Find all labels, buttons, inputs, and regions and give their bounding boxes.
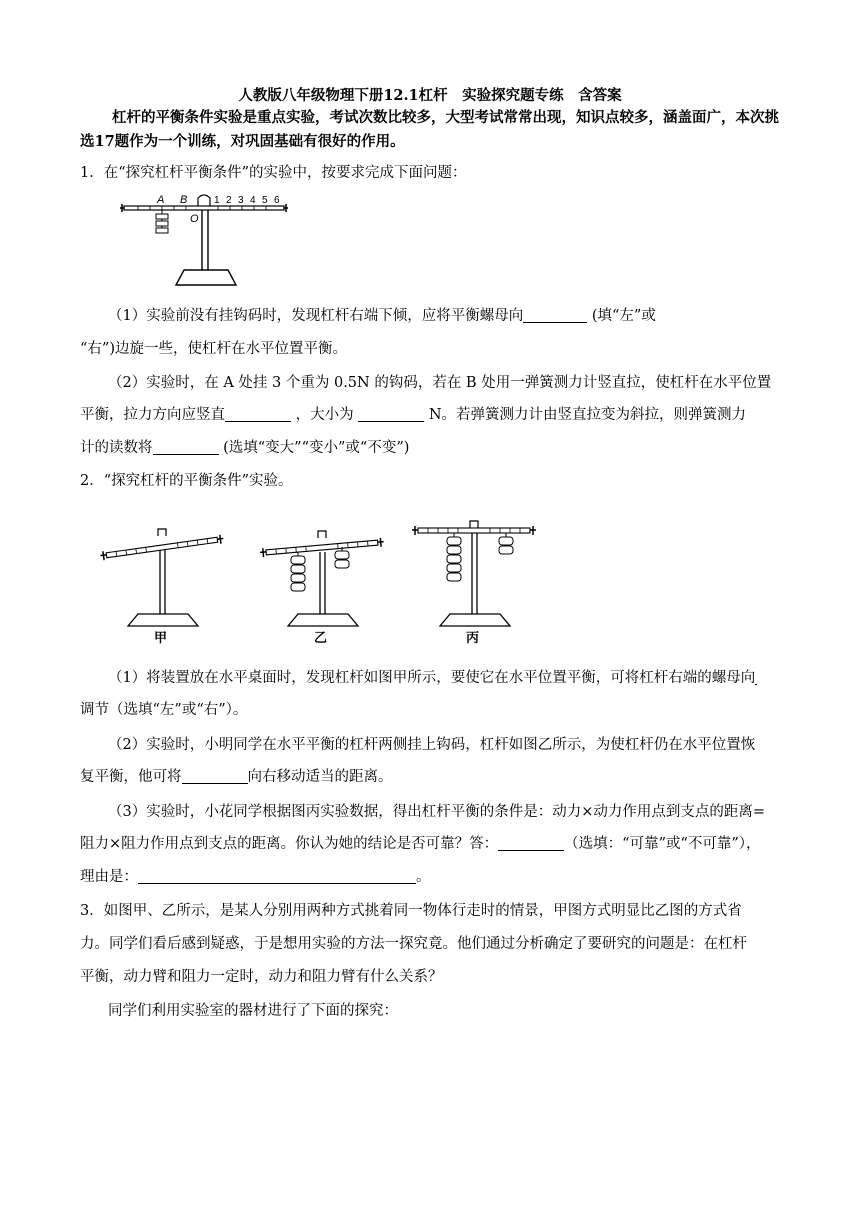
q1-part2-text-c1: 计的读数将 — [80, 440, 153, 456]
q2-part3-text-a: （3）实验时，小花同学根据图丙实验数据，得出杠杆平衡的条件是：动力×动力作用点到支点的距离= — [108, 804, 766, 820]
q1-lever-figure — [118, 190, 288, 290]
q1-scale-5: 5 — [262, 195, 268, 206]
q1-label-o: O — [190, 213, 199, 225]
q1-part2-text-b3: N。若弹簧测力计由竖直拉变为斜拉，则弹簧测力 — [428, 407, 747, 423]
q1-part2-blank-reading[interactable] — [153, 438, 219, 455]
q2-part1-line1 — [108, 667, 780, 689]
q3-part1: 同学们利用实验室的器材进行了下面的探究： — [108, 1003, 398, 1019]
q3-stem-a: 3．如图甲、乙所示，是某人分别用两种方式挑着同一物体行走时的情景，甲图方式明显比乙图的方式省 — [80, 903, 742, 919]
q2-lever-figures — [98, 514, 550, 644]
figure-yi — [260, 531, 384, 644]
intro-paragraph: 杠杆的平衡条件实验是重点实验，考试次数比较多，大型考试常常出现，知识点较多，涵盖面广，本次挑选17题作为一个训练，对巩固基础有很好的作用。 — [80, 109, 779, 150]
figure-jia — [100, 529, 224, 644]
q1-stem: 1．在“探究杠杆平衡条件”的实验中，按要求完成下面问题： — [80, 165, 467, 181]
q2-stem: 2．“探究杠杆的平衡条件”实验。 — [80, 473, 293, 489]
q2-part2-text-a: （2）实验时，小明同学在水平平衡的杠杆两侧挂上钩码，杠杆如图乙所示，为使杠杆仍在水平位置恢 — [108, 737, 756, 753]
q2-part3-line2 — [80, 833, 780, 855]
q1-scale-2: 2 — [226, 195, 232, 206]
q1-scale-4: 4 — [250, 195, 256, 206]
q1-part1-text-a: （1）实验前没有挂钩码时，发现杠杆右端下倾，应将平衡螺母向 — [108, 308, 524, 324]
q2-part3-text-c2: 。 — [416, 869, 431, 885]
q3-stem-c: 平衡，动力臂和阻力一定时，动力和阻力臂有什么关系？ — [80, 969, 443, 985]
q3-stem-b: 力。同学们看后感到疑惑，于是想用实验的方法一探究竟。他们通过分析确定了要研究的问题是：在杠杆 — [80, 936, 747, 952]
q2-part3-blank-reliable[interactable] — [498, 834, 564, 851]
q1-part2-line3 — [80, 437, 780, 459]
q2-part3-blank-reason[interactable] — [138, 867, 416, 884]
q1-scale-3: 3 — [238, 195, 244, 206]
q2-part2-text-b1: 复平衡，他可将 — [80, 769, 182, 785]
q1-label-b: B — [180, 194, 188, 206]
q2-part1-text-a: （1）将装置放在水平桌面时，发现杠杆如图甲所示，要使它在水平位置平衡，可将杠杆右端的螺母向 — [108, 670, 756, 686]
label-bing: 丙 — [466, 630, 480, 644]
q1-part2-text-b1: 平衡，拉力方向应竖直 — [80, 407, 225, 423]
q1-part1-blank[interactable] — [523, 306, 587, 323]
q1-part1-text-b: (填“左”或 — [591, 308, 656, 324]
q1-label-a: A — [157, 194, 165, 206]
q2-part3-text-b1: 阻力×阻力作用点到支点的距离。你认为她的结论是否可靠？答： — [80, 836, 499, 852]
q2-part2-line2 — [80, 766, 780, 788]
q2-part2-text-b2: 向右移动适当的距离。 — [247, 769, 393, 785]
document-title: 人教版八年级物理下册12.1杠杆 实验探究题专练 含答案 — [238, 87, 622, 104]
q1-part2-line2 — [80, 404, 780, 426]
q1-part1-line1 — [108, 305, 780, 327]
q1-part1-text-c: “右”)边旋一些，使杠杆在水平位置平衡。 — [80, 341, 347, 357]
q1-part2-blank-magnitude[interactable] — [358, 405, 424, 422]
q1-part2-blank-direction[interactable] — [225, 405, 291, 422]
q1-part2-text-c2: (选填“变大”“变小”或“不变”) — [223, 440, 410, 456]
label-jia: 甲 — [154, 630, 168, 644]
q1-part2-text-a: （2）实验时，在 A 处挂 3 个重为 0.5N 的钩码，若在 B 处用一弹簧测力计竖直拉，使杠杆在水平位置 — [108, 375, 772, 391]
q1-scale-6: 6 — [274, 195, 280, 206]
q1-scale-1: 1 — [214, 195, 220, 206]
q2-part3-line3 — [80, 866, 780, 888]
q2-part3-text-b2: （选填：“可靠”或“不可靠”）， — [564, 836, 761, 852]
q2-part1-blank[interactable] — [755, 668, 757, 685]
q2-part1-text-b: 调节（选填“左”或“右”）。 — [80, 702, 248, 718]
label-yi: 乙 — [314, 630, 328, 644]
q2-part3-text-c1: 理由是： — [80, 869, 138, 885]
q2-part2-blank[interactable] — [182, 767, 248, 784]
figure-bing — [412, 521, 536, 644]
q1-part2-text-b2: ，大小为 — [295, 407, 354, 423]
